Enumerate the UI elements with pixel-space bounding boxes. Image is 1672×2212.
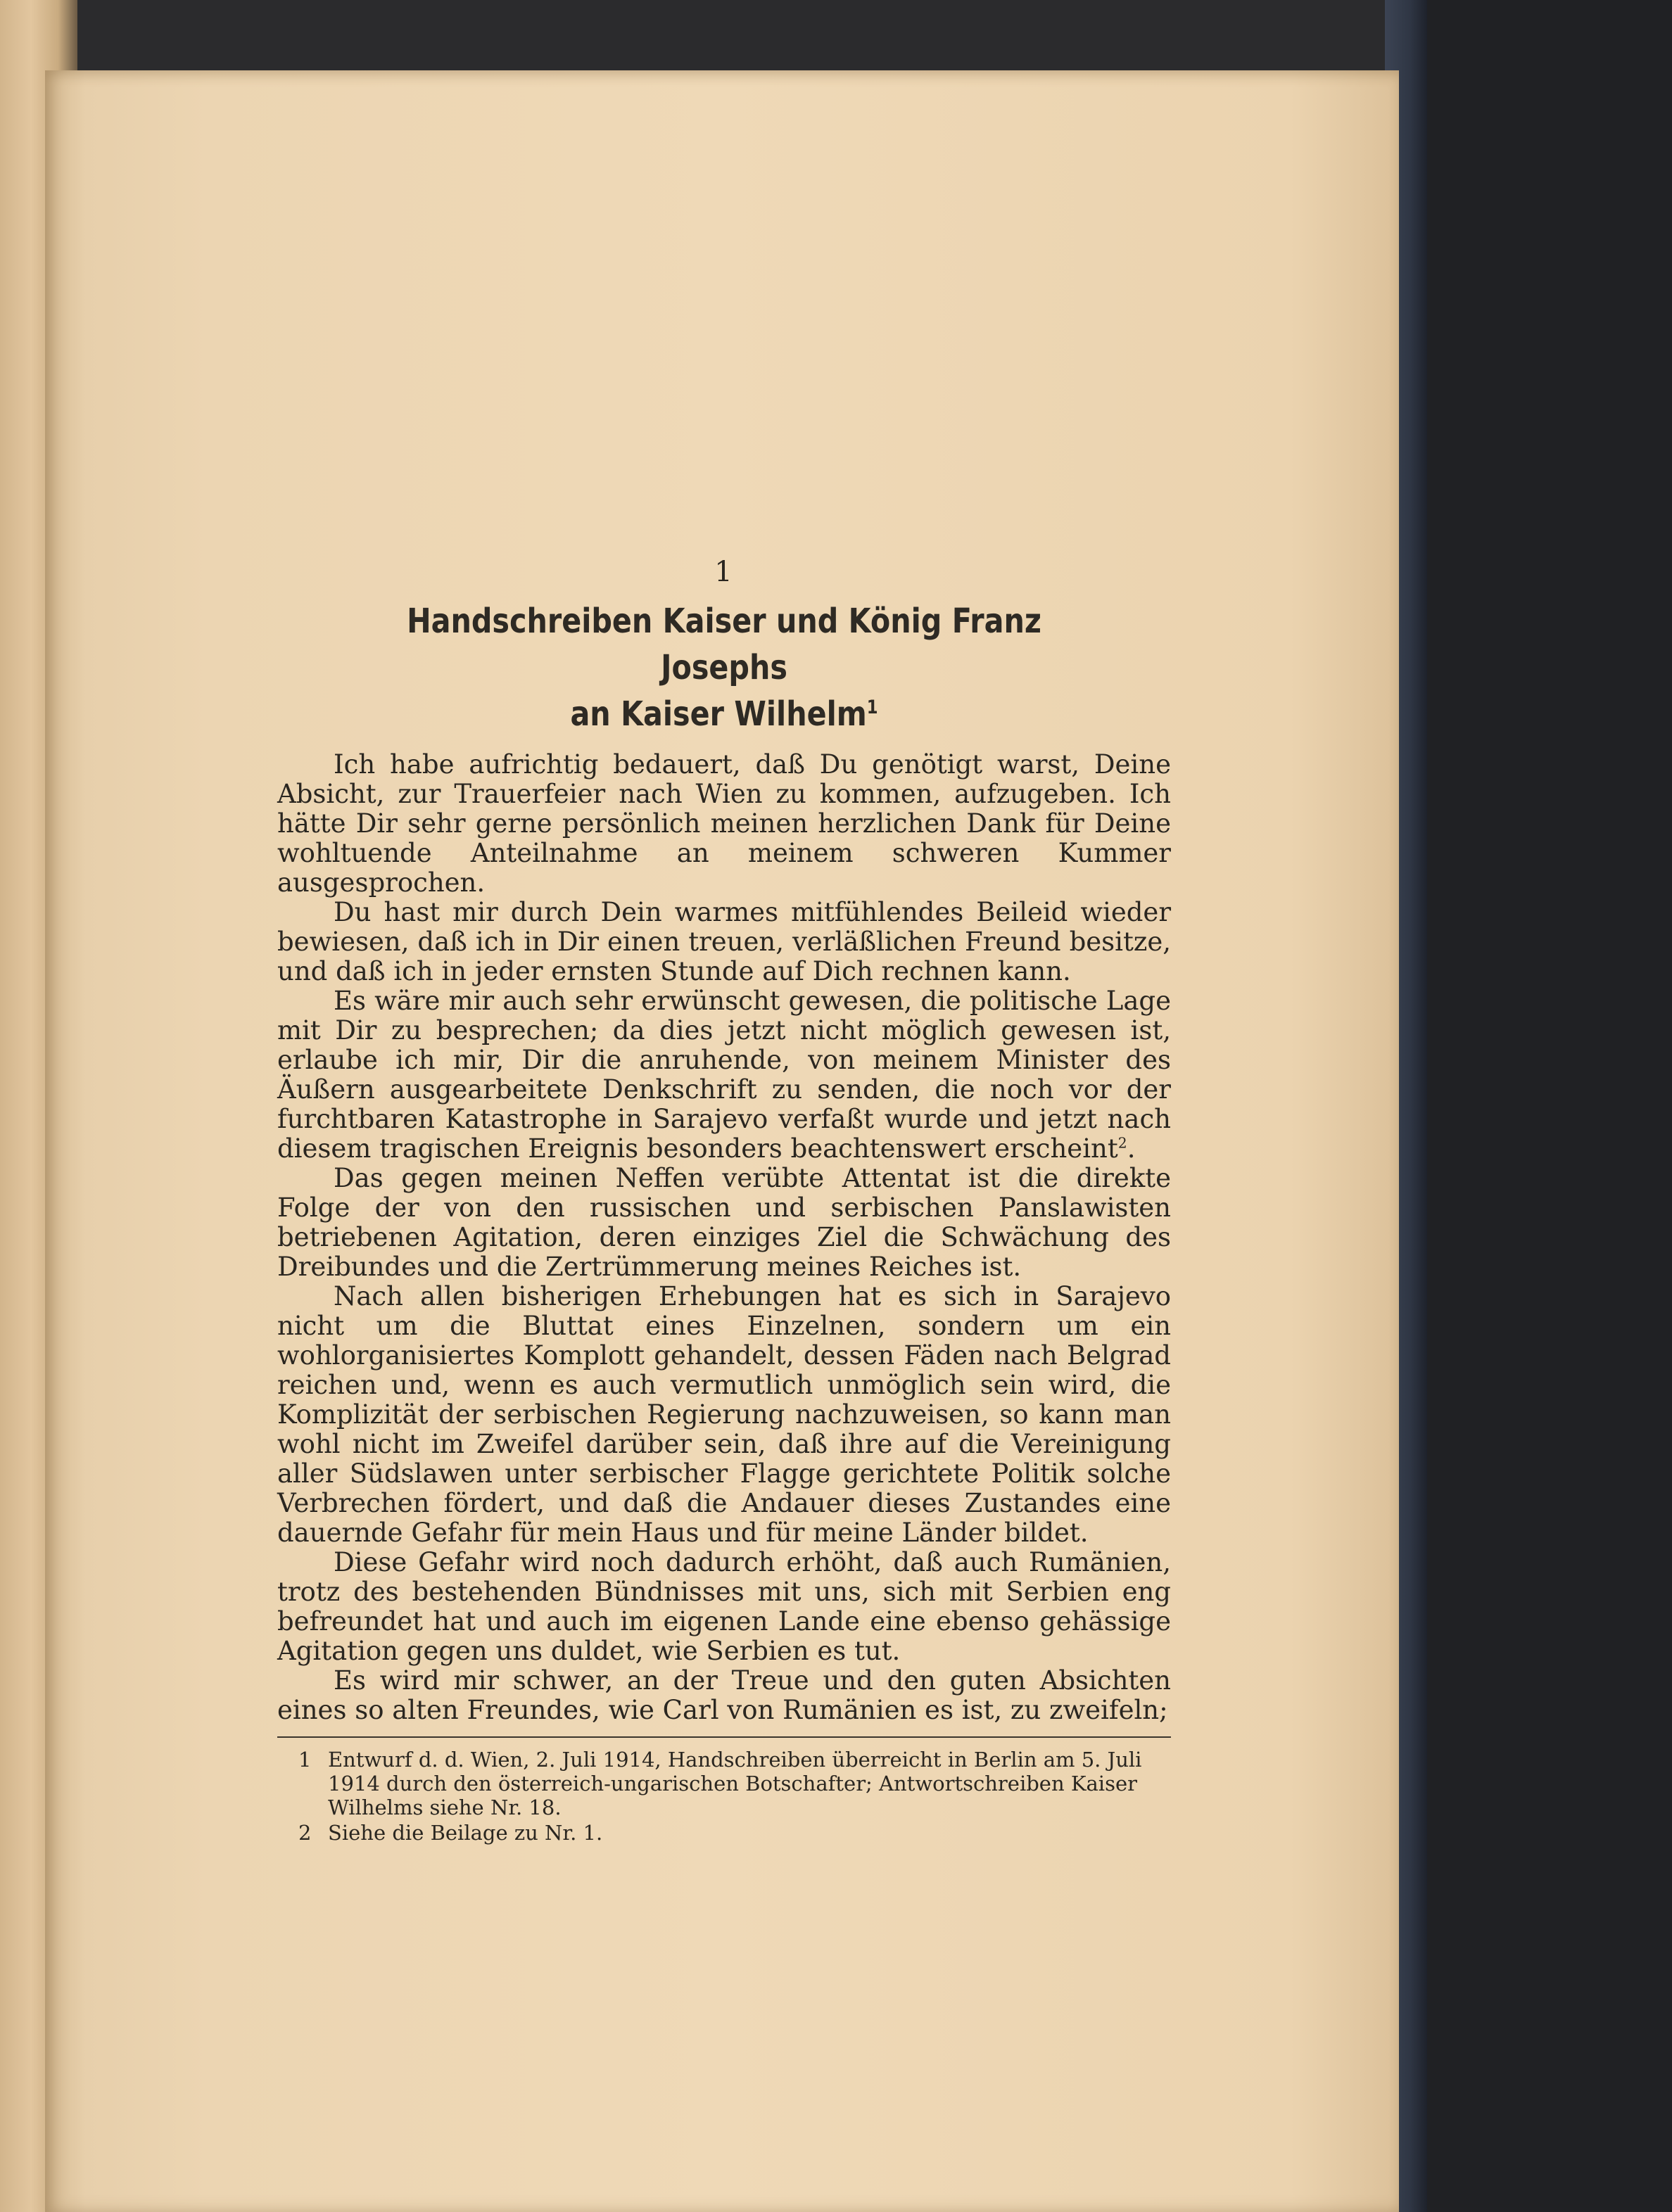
letter-body: [277, 750, 1171, 1725]
text-column: [277, 556, 1171, 1846]
paragraph-7: Es wird mir schwer, an der Treue und den guten Absichten eines so alten Freundes, wie Carl von Rumänien es ist, zu zweifeln;: [277, 1665, 1171, 1725]
document-title: [340, 598, 1108, 737]
footnote-1: [277, 1748, 1171, 1819]
title-line-1: Handschreiben Kaiser und König Franz Josephs: [407, 602, 1041, 687]
paragraph-3-end: .: [1127, 1133, 1136, 1164]
paragraph-4: Das gegen meinen Neffen verübte Attentat ist die direkte Folge der von den russischen und serbischen Panslawisten betriebenen Agitation, deren einziges Ziel die Schwächung des Dreibundes und die Zertrümmerung meines Reiches ist.: [277, 1163, 1171, 1282]
paragraph-3-footnote-ref: 2: [1117, 1134, 1127, 1152]
background-right: [1400, 0, 1672, 2212]
paragraph-6: Diese Gefahr wird noch dadurch erhöht, daß auch Rumänien, trotz des bestehenden Bündnisses mit uns, sich mit Serbien eng befreundet hat und auch im eigenen Lande eine ebenso gehässige Agitation gegen uns duldet, wie Serbien es tut.: [277, 1547, 1171, 1666]
document-number: 1: [714, 556, 734, 588]
title-line-2: [340, 691, 1108, 737]
title-footnote-ref: 1: [866, 697, 878, 718]
paragraph-1: Ich habe aufrichtig bedauert, daß Du genötigt warst, Deine Absicht, zur Trauerfeier nach Wien zu kommen, aufzugeben. Ich hätte Dir sehr gerne persönlich meinen herzlichen Dank für Deine wohltuende Anteilnahme an meinem schweren Kummer ausgesprochen.: [277, 749, 1171, 898]
paragraph-5: Nach allen bisherigen Erhebungen hat es sich in Sarajevo nicht um die Bluttat eines Einzelnen, sondern um ein wohlorganisiertes Komplott gehandelt, dessen Fäden nach Belgrad reichen und, wenn es auch vermutlich unmöglich sein wird, die Komplizität der serbischen Regierung nachzuweisen, so kann man wohl nicht im Zweifel darüber sein, daß ihre auf die Vereinigung aller Südslawen unter serbischer Flagge gerichtete Politik solche Verbrechen fördert, und daß die Andauer dieses Zustandes eine dauernde Gefahr für mein Haus und für meine Länder bildet.: [277, 1281, 1171, 1548]
paragraph-2: Du hast mir durch Dein warmes mitfühlendes Beileid wieder bewiesen, daß ich in Dir einen treuen, verläßlichen Freund besitze, und daß ich in jeder ernsten Stunde auf Dich rechnen kann.: [277, 897, 1171, 986]
title-line-2-text: an Kaiser Wilhelm: [570, 694, 867, 734]
footnote-2-text: Siehe die Beilage zu Nr. 1.: [328, 1821, 603, 1845]
book-page: [45, 70, 1399, 2212]
paragraph-3: [277, 986, 1171, 1164]
footnote-1-mark: 1: [298, 1748, 312, 1772]
paragraph-3-text: Es wäre mir auch sehr erwünscht gewesen, die politische Lage mit Dir zu besprechen; da dies jetzt nicht möglich gewesen ist, erlaube ich mir, Dir die anruhende, von meinem Minister des Äußern ausgearbeitete Denkschrift zu senden, die noch vor der furchtbaren Katastrophe in Sarajevo verfaßt wurde und jetzt nach diesem tragischen Ereignis besonders beachtenswert erscheint: [277, 986, 1171, 1164]
footnote-2: [277, 1821, 1171, 1845]
footnote-2-mark: 2: [298, 1821, 312, 1845]
footnote-divider: [277, 1736, 1171, 1738]
footnote-1-text: Entwurf d. d. Wien, 2. Juli 1914, Handschreiben überreicht in Berlin am 5. Juli 1914 durch den österreich-ungarischen Botschafter; Antwortschreiben Kaiser Wilhelms siehe Nr. 18.: [328, 1748, 1142, 1819]
